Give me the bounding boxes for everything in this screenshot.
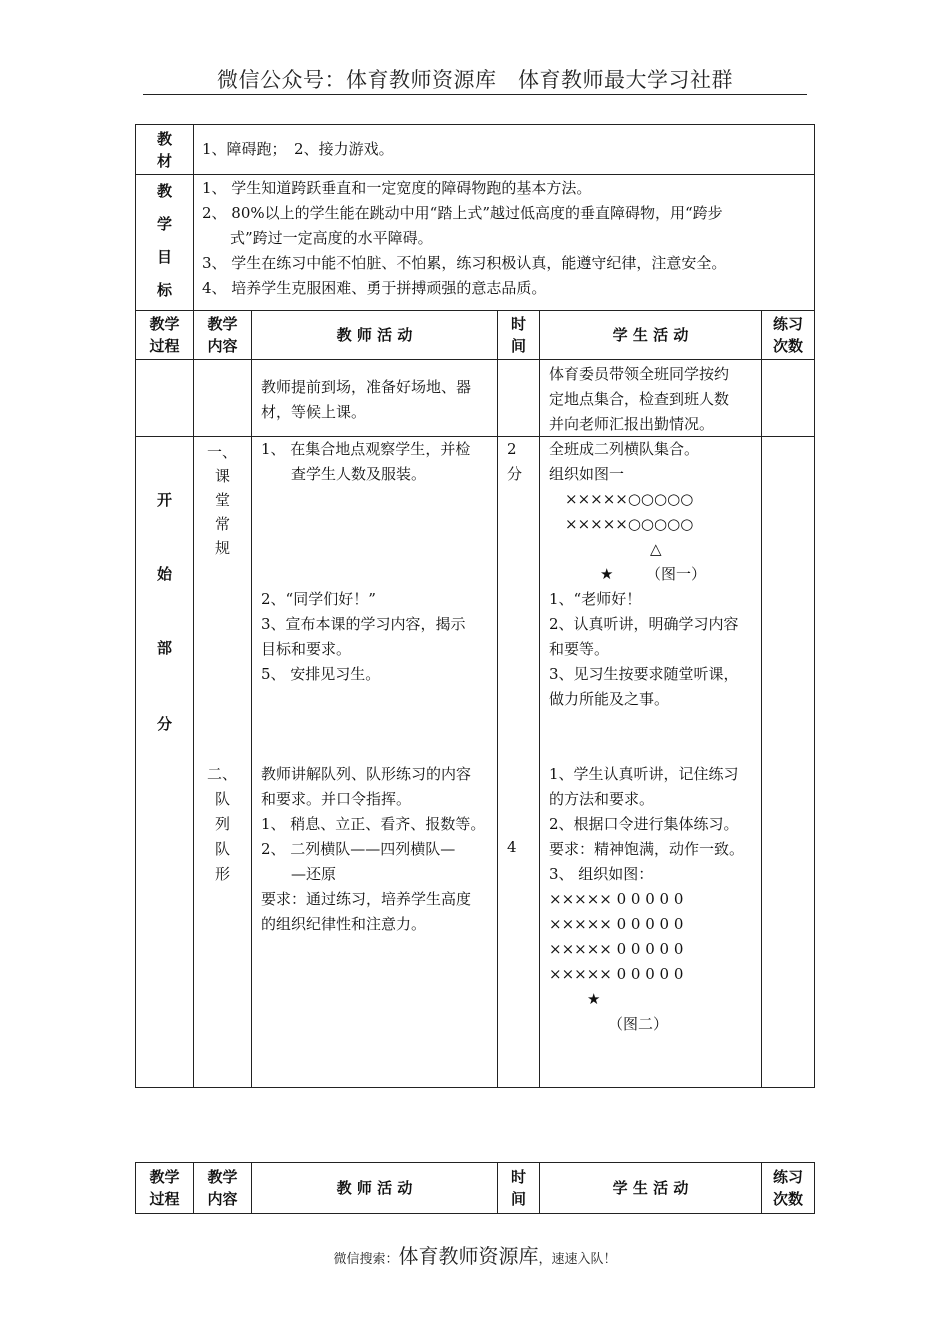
page-header-title: 微信公众号：体育教师资源库 体育教师最大学习社群 bbox=[217, 68, 733, 92]
time-2: 4 bbox=[507, 838, 517, 856]
header-count-2: 次数 bbox=[772, 337, 803, 355]
header2-process-cell bbox=[135, 1162, 194, 1214]
teacher-3-line-6: 要求：通过练习，培养学生高度 bbox=[261, 890, 472, 908]
figure-2-row-4: ××××× 0 0 0 0 0 bbox=[549, 965, 684, 983]
teacher-2-line-2: 3、宣布本课的学习内容，揭示 bbox=[261, 615, 466, 633]
header2-content-cell bbox=[193, 1162, 252, 1214]
objectives-label-3: 目 bbox=[156, 248, 172, 266]
figure-2-caption: （图二） bbox=[608, 1015, 669, 1033]
content-2-label-1: 二、 bbox=[207, 765, 238, 783]
header2-count-2: 次数 bbox=[772, 1190, 803, 1208]
preclass-teacher-line-2: 材，等候上课。 bbox=[261, 403, 367, 421]
content-2-label-4: 队 bbox=[215, 840, 231, 858]
teacher-2-line-3: 目标和要求。 bbox=[261, 640, 352, 658]
materials-content-cell bbox=[193, 124, 815, 175]
header-teacher-cell bbox=[251, 310, 498, 360]
preclass-student-line-3: 并向老师汇报出勤情况。 bbox=[549, 415, 715, 433]
student-2-line-2: 2、认真听讲，明确学习内容 bbox=[549, 615, 739, 633]
student-3-line-2: 的方法和要求。 bbox=[549, 790, 655, 808]
footer-prefix: 微信搜索： bbox=[333, 1252, 399, 1267]
header-process-cell bbox=[135, 310, 194, 360]
header2-teacher: 教 师 活 动 bbox=[336, 1179, 413, 1197]
student-2-line-4: 3、见习生按要求随堂听课， bbox=[549, 665, 739, 683]
preclass-count-cell bbox=[761, 359, 815, 437]
start-label-1: 开 bbox=[156, 491, 172, 509]
objectives-label-4: 标 bbox=[156, 281, 172, 299]
figure-1-teacher-mark: △ bbox=[650, 540, 662, 558]
header2-process-2: 过程 bbox=[149, 1190, 180, 1208]
figure-1-row-2: ×××××○○○○○ bbox=[565, 515, 694, 533]
objectives-label-2: 学 bbox=[156, 215, 172, 233]
materials-label-2: 材 bbox=[156, 151, 172, 170]
teacher-3-line-4: 2、 二列横队——四列横队— bbox=[261, 840, 456, 858]
student-2-line-3: 和要等。 bbox=[549, 640, 610, 658]
objectives-label-cell bbox=[135, 174, 194, 311]
objectives-label-1: 教 bbox=[156, 182, 172, 200]
preclass-student-line-2: 定地点集合，检查到班人数 bbox=[549, 390, 730, 408]
header-process-2: 过程 bbox=[149, 337, 180, 355]
header2-content-2: 内容 bbox=[207, 1190, 238, 1208]
page-footer bbox=[0, 1240, 950, 1269]
preclass-teacher-line-1: 教师提前到场，准备好场地、器 bbox=[261, 378, 472, 396]
teacher-3-line-1: 教师讲解队列、队形练习的内容 bbox=[261, 765, 472, 783]
preclass-student-line-1: 体育委员带领全班同学按约 bbox=[549, 365, 730, 383]
start-content-cell bbox=[193, 436, 252, 1088]
figure-1-star: ★ bbox=[600, 565, 614, 583]
materials-content: 1、障碍跑； 2、接力游戏。 bbox=[202, 140, 394, 158]
header-count-cell bbox=[761, 310, 815, 360]
time-1-line-2: 分 bbox=[507, 465, 523, 483]
preclass-content-cell bbox=[193, 359, 252, 437]
header-time-1: 时 bbox=[510, 315, 526, 333]
header2-count-cell bbox=[761, 1162, 815, 1214]
content-2-label-5: 形 bbox=[215, 865, 231, 883]
figure-1-row-1: ×××××○○○○○ bbox=[565, 490, 694, 508]
header2-content-1: 教学 bbox=[207, 1168, 238, 1186]
content-1-label-3: 堂 bbox=[215, 491, 231, 509]
start-teacher-cell bbox=[251, 436, 498, 1088]
preclass-process-cell bbox=[135, 359, 194, 437]
start-label-2: 始 bbox=[156, 565, 172, 583]
header2-process-1: 教学 bbox=[149, 1168, 180, 1186]
content-1-label-5: 规 bbox=[215, 539, 231, 557]
figure-2-star: ★ bbox=[587, 990, 601, 1008]
content-2-label-3: 列 bbox=[215, 815, 231, 833]
objective-item-2-cont: 式”跨过一定高度的水平障碍。 bbox=[230, 229, 433, 247]
materials-label-1: 教 bbox=[156, 129, 172, 148]
figure-2-row-2: ××××× 0 0 0 0 0 bbox=[549, 915, 684, 933]
teacher-3-line-7: 的组织纪律性和注意力。 bbox=[261, 915, 427, 933]
figure-1-caption: （图一） bbox=[646, 565, 707, 583]
header-student: 学 生 活 动 bbox=[612, 326, 689, 344]
time-1-line-1: 2 bbox=[507, 440, 517, 458]
content-1-label-2: 课 bbox=[215, 467, 231, 485]
content-1-label-1: 一、 bbox=[207, 443, 238, 461]
teacher-3-line-2: 和要求。并口令指挥。 bbox=[261, 790, 412, 808]
header-time-cell bbox=[497, 310, 540, 360]
header-content-1: 教学 bbox=[207, 315, 238, 333]
start-time-cell bbox=[497, 436, 540, 1088]
student-3-line-5: 3、 组织如图： bbox=[549, 865, 654, 883]
preclass-teacher-cell bbox=[251, 359, 498, 437]
header2-student: 学 生 活 动 bbox=[612, 1179, 689, 1197]
objective-item-3: 3、 学生在练习中能不怕脏、不怕累，练习积极认真，能遵守纪律，注意安全。 bbox=[202, 254, 727, 272]
student-2-line-5: 做力所能及之事。 bbox=[549, 690, 670, 708]
teacher-3-line-3: 1、 稍息、立正、看齐、报数等。 bbox=[261, 815, 486, 833]
student-3-line-3: 2、根据口令进行集体练习。 bbox=[549, 815, 739, 833]
teacher-1-line-2: 查学生人数及服装。 bbox=[261, 465, 427, 483]
teacher-2-line-4: 5、 安排见习生。 bbox=[261, 665, 381, 683]
header-student-cell bbox=[539, 310, 762, 360]
start-student-cell bbox=[539, 436, 762, 1088]
teacher-1-line-1: 1、 在集合地点观察学生，并检 bbox=[261, 440, 471, 458]
objective-item-1: 1、 学生知道跨跃垂直和一定宽度的障碍物跑的基本方法。 bbox=[202, 179, 592, 197]
preclass-time-cell bbox=[497, 359, 540, 437]
header2-time-cell bbox=[497, 1162, 540, 1214]
header2-student-cell bbox=[539, 1162, 762, 1214]
header-count-1: 练习 bbox=[772, 315, 803, 333]
start-label-3: 部 bbox=[156, 639, 172, 657]
student-2-line-1: 1、“老师好！ bbox=[549, 590, 642, 608]
start-count-cell bbox=[761, 436, 815, 1088]
header-process-1: 教学 bbox=[149, 315, 180, 333]
preclass-student-cell bbox=[539, 359, 762, 437]
header-time-2: 间 bbox=[510, 337, 526, 355]
figure-2-row-1: ××××× 0 0 0 0 0 bbox=[549, 890, 684, 908]
header-divider bbox=[143, 94, 807, 95]
student-3-line-4: 要求：精神饱满，动作一致。 bbox=[549, 840, 745, 858]
start-label-4: 分 bbox=[156, 715, 172, 733]
header-teacher: 教 师 活 动 bbox=[336, 326, 413, 344]
footer-suffix: ，速速入队！ bbox=[538, 1252, 617, 1267]
student-1-line-1: 全班成二列横队集合。 bbox=[549, 440, 700, 458]
start-process-cell bbox=[135, 436, 194, 1088]
header2-time-1: 时 bbox=[510, 1168, 526, 1186]
footer-name: 体育教师资源库 bbox=[398, 1244, 539, 1268]
figure-2-row-3: ××××× 0 0 0 0 0 bbox=[549, 940, 684, 958]
header2-count-1: 练习 bbox=[772, 1168, 803, 1186]
header2-time-2: 间 bbox=[510, 1190, 526, 1208]
objective-item-4: 4、 培养学生克服困难、勇于拼搏顽强的意志品质。 bbox=[202, 279, 547, 297]
content-1-label-4: 常 bbox=[215, 515, 231, 533]
header-content-cell bbox=[193, 310, 252, 360]
teacher-3-line-5: —还原 bbox=[261, 865, 337, 883]
objective-item-2: 2、 80%以上的学生能在跳动中用“踏上式”越过低高度的垂直障碍物，用“跨步 bbox=[202, 204, 723, 222]
teacher-2-line-1: 2、“同学们好！” bbox=[261, 590, 376, 608]
objectives-content-cell bbox=[193, 174, 815, 311]
content-2-label-2: 队 bbox=[215, 790, 231, 808]
header2-teacher-cell bbox=[251, 1162, 498, 1214]
student-1-line-2: 组织如图一 bbox=[549, 465, 625, 483]
materials-label-cell bbox=[135, 124, 194, 175]
header-content-2: 内容 bbox=[207, 337, 238, 355]
student-3-line-1: 1、学生认真听讲，记住练习 bbox=[549, 765, 739, 783]
